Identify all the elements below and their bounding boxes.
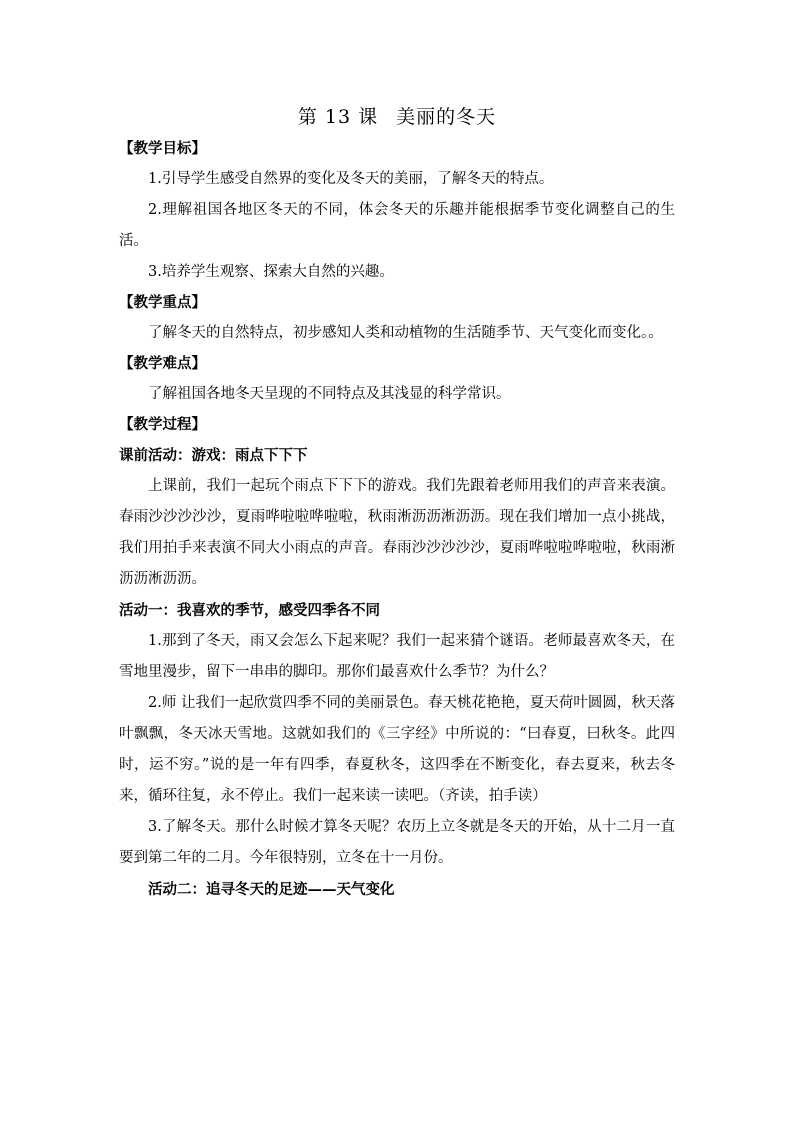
activity-one-item-1: 1.那到了冬天，雨又会怎么下起来呢？我们一起来猜个谜语。老师最喜欢冬天，在雪地里漫步，留下一串串的脚印。那你们最喜欢什么季节？为什么？ [119,633,675,680]
objectives-heading: 【教学目标】 [119,140,206,157]
difficulties-text: 了解祖国各地冬天呈现的不同特点及其浅显的科学常识。 [148,386,511,402]
difficulties-heading: 【教学难点】 [119,355,206,372]
activity-one-item-2: 2.师 让我们一起欣赏四季不同的美丽景色。春天桃花艳艳，夏天荷叶圆圆，秋天落叶飘飘，冬天冰天雪地。这就如我们的《三字经》中所说的：“曰春夏，曰秋冬。此四时，运不穷。”说的是一年有四季，春夏秋冬，这四季在不断变化，春去夏来，秋去冬来，循环往复，永不停止。我们一起来读一读吧。（齐读，拍手读） [119,695,675,804]
objective-item-1: 1.引导学生感受自然界的变化及冬天的美丽，了解冬天的特点。 [148,171,554,187]
process-heading: 【教学过程】 [119,416,206,433]
activity-one-heading: 活动一：我喜欢的季节，感受四季各不同 [119,602,380,619]
activity-two-heading: 活动二：追寻冬天的足迹——天气变化 [148,881,395,898]
document-content [119,102,675,905]
activity-one-item-3: 3.了解冬天。那什么时候才算冬天呢？农历上立冬就是冬天的开始，从十二月一直要到第二年的二月。今年很特别，立冬在十一月份。 [119,819,675,866]
lesson-title [119,102,675,132]
key-points-text: 了解冬天的自然特点，初步感知人类和动植物的生活随季节、天气变化而变化。。 [148,325,663,341]
lesson-number: 第 13 课 [297,106,379,128]
objective-item-3: 3.培养学生观察、探索大自然的兴趣。 [148,264,394,280]
lesson-name: 美丽的冬天 [396,106,497,128]
pre-activity-heading: 课前活动：游戏：雨点下下下 [119,447,308,464]
objective-item-2: 2.理解祖国各地区冬天的不同，体会冬天的乐趣并能根据季节变化调整自己的生活。 [119,202,675,249]
key-points-heading: 【教学重点】 [119,294,206,311]
pre-activity-text: 上课前，我们一起玩个雨点下下下的游戏。我们先跟着老师用我们的声音来表演。春雨沙沙沙沙沙，夏雨哗啦啦哗啦啦，秋雨淅沥沥淅沥沥。现在我们增加一点小挑战，我们用拍手来表演不同大小雨点的声音。春雨沙沙沙沙沙，夏雨哗啦啦哗啦啦，秋雨淅沥沥淅沥沥。 [119,478,675,587]
